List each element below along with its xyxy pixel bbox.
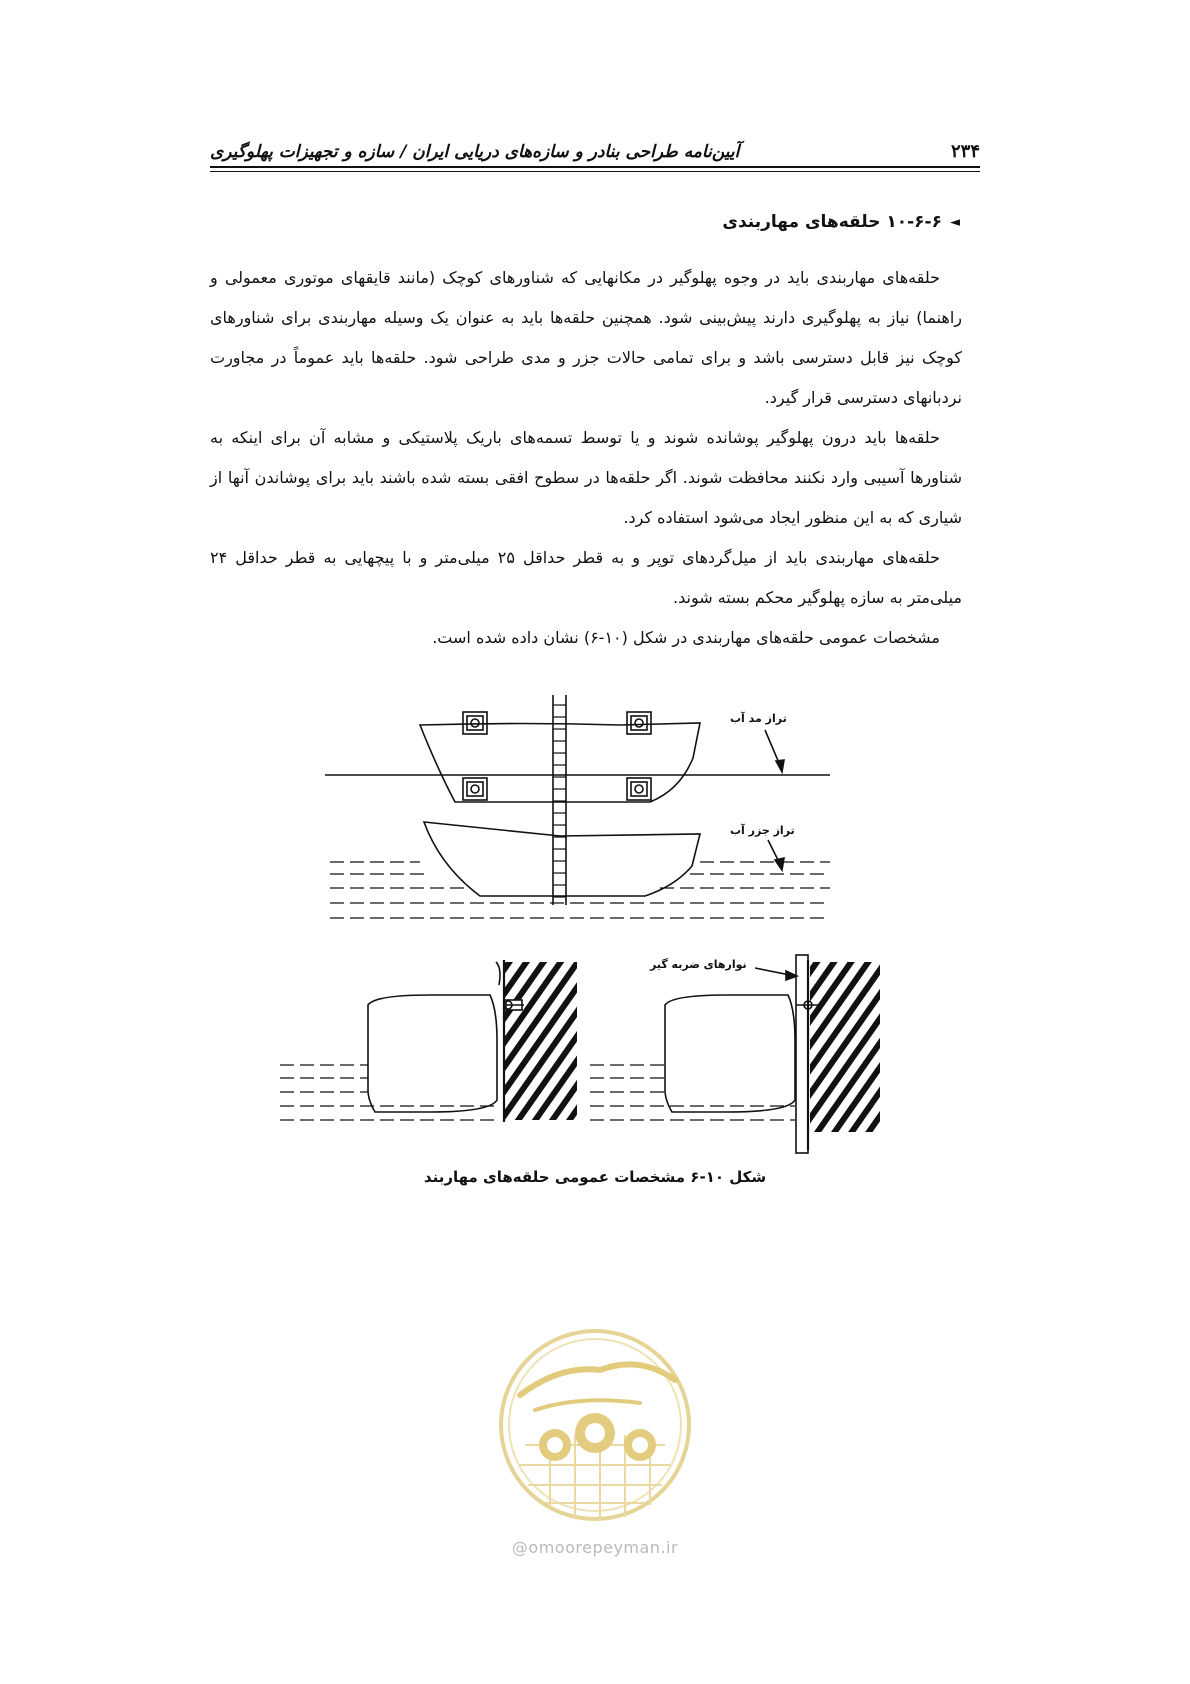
section-view-fender [590, 955, 880, 1153]
fender-strip-post [796, 955, 808, 1153]
figure-caption: شکل ۱۰-۶ مشخصات عمومی حلقه‌های مهاربند [423, 1168, 767, 1186]
paragraph: حلقه‌های مهاربندی باید از میل‌گردهای توپر و به قطر حداقل ۲۵ میلی‌متر و با پیچهایی به قطر حداقل ۲۴ میلی‌متر به سازه پهلوگیر محکم بسته شوند. [210, 548, 962, 607]
mooring-ring [463, 778, 487, 800]
section-view-recessed [280, 960, 577, 1122]
paragraph: مشخصات عمومی حلقه‌های مهاربندی در شکل (۱۰-۶) نشان داده شده است. [432, 628, 940, 647]
watermark-seal [490, 1325, 700, 1525]
watermark-url: @omoorepeyman.ir [511, 1538, 679, 1557]
low-water-dashes [330, 862, 830, 918]
mooring-ring [463, 712, 487, 734]
label-high-water: تراز مد آب [730, 712, 787, 725]
quay-wall-hatch [810, 962, 880, 1132]
fender-strip [496, 962, 500, 985]
access-ladder [553, 695, 566, 905]
section-marker-icon: ◄ [950, 214, 960, 230]
page-number: ۲۳۴ [950, 141, 980, 162]
paragraph: حلقه‌های مهاربندی باید در وجوه پهلوگیر در مکانهایی که شناورهای کوچک (مانند قایقهای موتوری معمولی و راهنما) نیاز به پهلوگیری دارند پیش‌بینی شود. همچنین حلقه‌ها باید به عنوان یک وسیله مهاربندی برای شناورهای کوچک نیز قابل دسترسی باشد و برای تمامی حالات جزر و مدی طراحی شود. حلقه‌ها باید عموماً در مجاورت نردبانهای دسترسی قرار گیرد. [210, 268, 962, 407]
small-boat [368, 995, 497, 1112]
section-title: ۱۰-۶-۶ حلقه‌های مهاربندی [722, 212, 942, 232]
label-fender-strip: نوارهای ضربه گیر [650, 958, 747, 971]
small-boat [665, 995, 795, 1112]
label-low-water: تراز جزر آب [730, 824, 795, 837]
running-title: آیین‌نامه طراحی بنادر و سازه‌های دریایی ایران / سازه و تجهیزات پهلوگیری [210, 142, 740, 162]
mooring-ring [627, 712, 651, 734]
boat-high-tide [420, 723, 700, 802]
elevation-view [325, 695, 830, 918]
mooring-ring [627, 778, 651, 800]
quay-wall-hatch [505, 962, 577, 1120]
paragraph: حلقه‌ها باید درون پهلوگیر پوشانده شوند و یا توسط تسمه‌های باریک پلاستیکی و مشابه آن برای اینکه به شناورها آسیبی وارد نکنند محافظت شوند. اگر حلقه‌ها در سطوح افقی بسته شده باشند باید برای پوشاندن آنها از شیاری که به این منظور ایجاد می‌شود استفاده کرد. [210, 428, 962, 527]
